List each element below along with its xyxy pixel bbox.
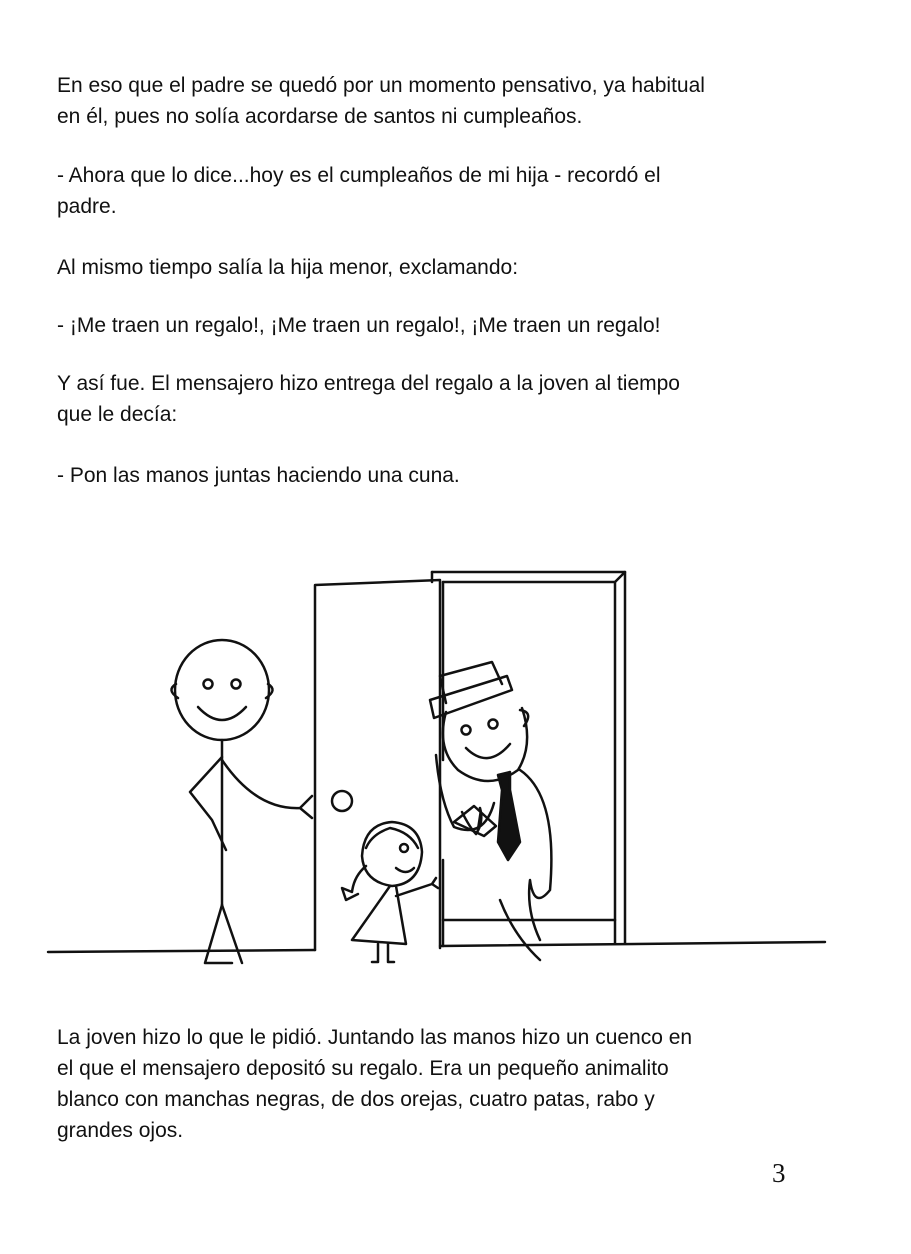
paragraph-5: Y así fue. El mensajero hizo entrega del regalo a la joven al tiempo que le decía: [57,372,680,426]
father-figure [171,640,312,963]
page-number: 3 [772,1158,786,1188]
floor-line [48,942,825,952]
stick-figure-illustration [0,540,911,980]
paragraph-1: En eso que el padre se quedó por un momento pensativo, ya habitual en él, pues no solía acordarse de santos ni cumpleaños. [57,74,705,128]
paragraph-3: Al mismo tiempo salía la hija menor, exclamando: [57,256,519,279]
open-door [315,580,440,950]
paragraph-4: - ¡Me traen un regalo!, ¡Me traen un regalo!, ¡Me traen un regalo! [57,314,661,337]
necktie [498,772,520,860]
messenger-figure [430,662,551,960]
paragraph-7: La joven hizo lo que le pidió. Juntando las manos hizo un cuenco en el que el mensajero depositó su regalo. Era un pequeño animalito blanco con manchas negras, de dos orejas, cuatro patas, rabo y grandes ojos. [57,1026,693,1142]
paragraph-6: - Pon las manos juntas haciendo una cuna. [57,464,460,487]
door-knob [332,791,352,811]
paragraph-2: - Ahora que lo dice...hoy es el cumpleaños de mi hija - recordó el padre. [57,164,661,218]
girl-figure [342,822,438,962]
